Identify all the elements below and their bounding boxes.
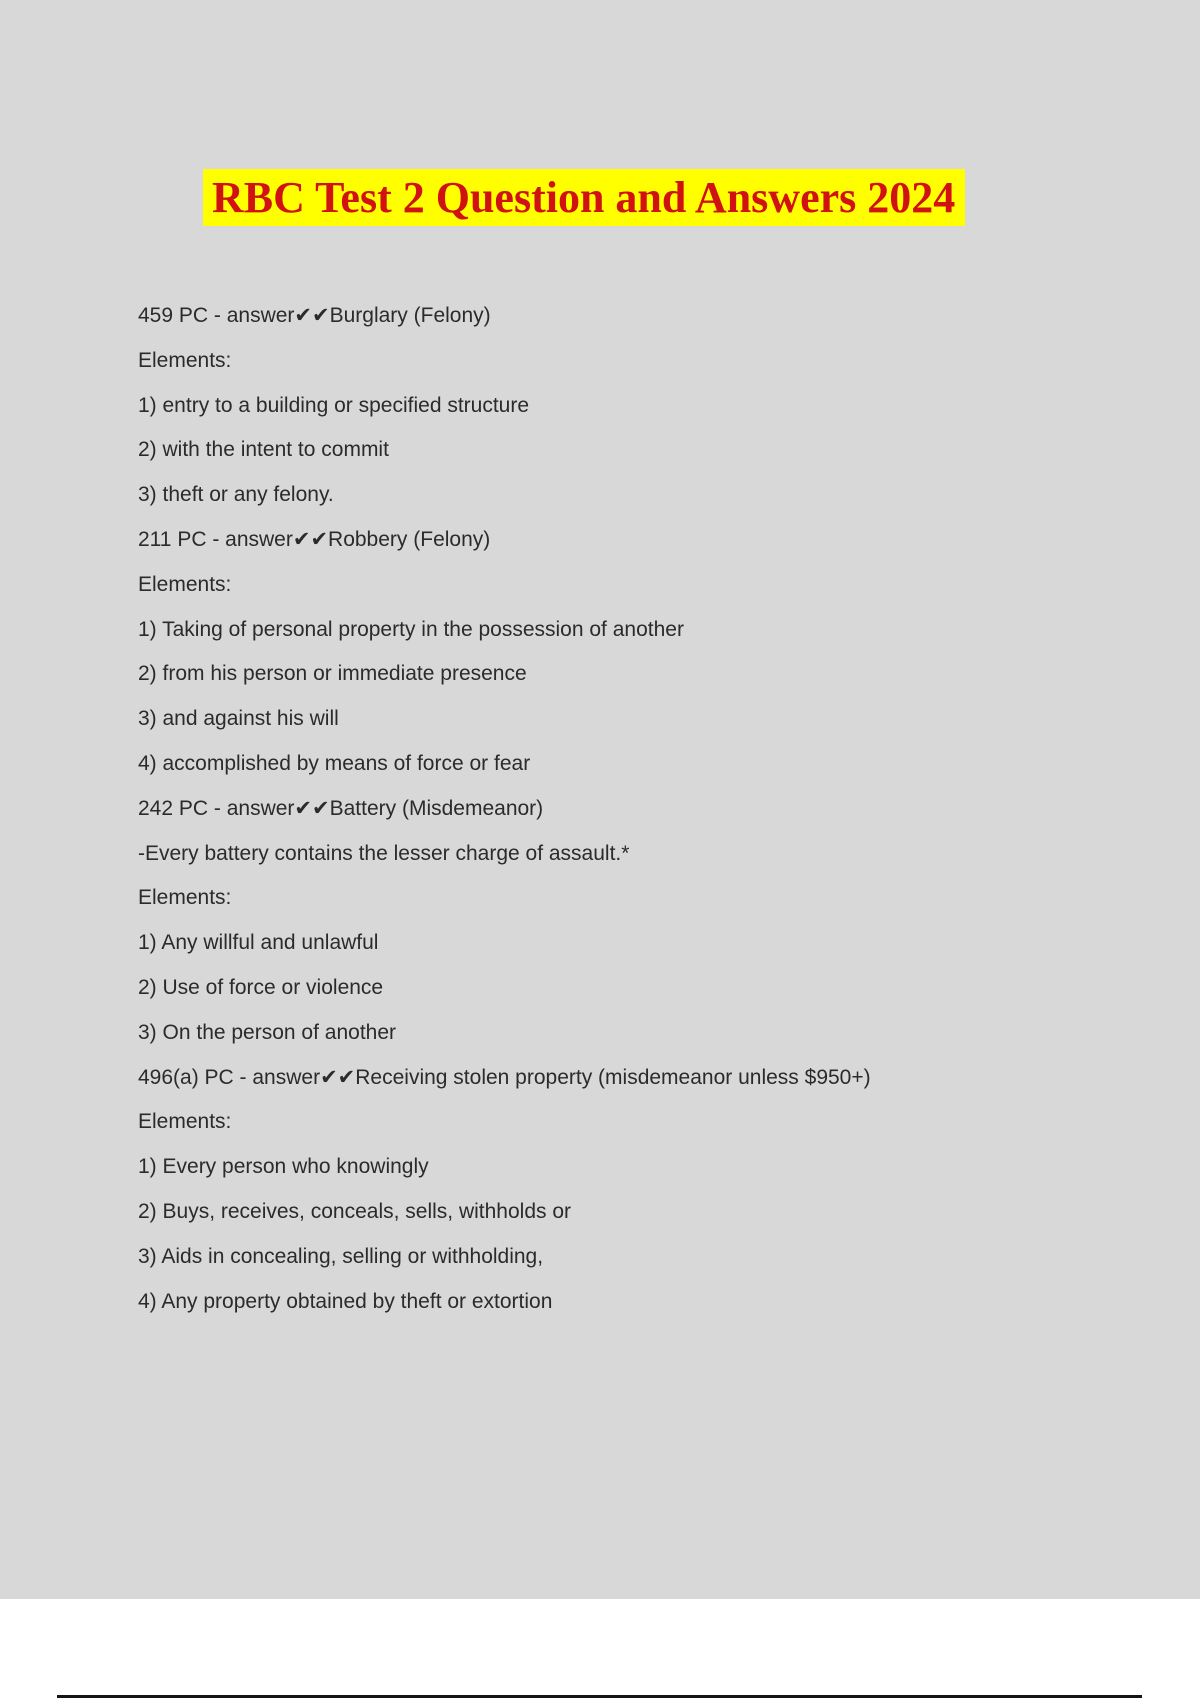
document-line: 2) Buys, receives, conceals, sells, withholds or — [138, 1199, 572, 1223]
document-line: -Every battery contains the lesser charge of assault.* — [138, 841, 630, 865]
page-gap — [0, 1599, 1200, 1700]
document-line: 459 PC - answer✔✔Burglary (Felony) — [138, 304, 491, 327]
document-line: 2) Use of force or violence — [138, 975, 384, 999]
document-line: 3) theft or any felony. — [138, 483, 334, 507]
document-line: Elements: — [138, 572, 232, 596]
document-line: 2) with the intent to commit — [138, 438, 389, 462]
document-body — [138, 302, 1160, 1332]
title-highlight — [203, 169, 965, 226]
document-line: 1) Any willful and unlawful — [138, 931, 379, 955]
document-line: 211 PC - answer✔✔Robbery (Felony) — [138, 527, 491, 551]
document-title: RBC Test 2 Question and Answers 2024 — [212, 173, 956, 222]
document-line: Elements: — [138, 886, 232, 910]
document-line: Elements: — [138, 1110, 232, 1134]
document-line: 3) On the person of another — [138, 1020, 396, 1044]
document-line: 3) Aids in concealing, selling or withholding, — [138, 1244, 544, 1268]
document-line: 3) and against his will — [138, 707, 339, 731]
document-line: 4) Any property obtained by theft or extortion — [138, 1289, 553, 1313]
document-line: 4) accomplished by means of force or fear — [138, 751, 531, 775]
document-line: 2) from his person or immediate presence — [138, 662, 527, 686]
next-page-table-border — [57, 1695, 1142, 1698]
document-line: 1) entry to a building or specified structure — [138, 393, 530, 417]
document-line: 1) Every person who knowingly — [138, 1155, 429, 1179]
document-line: 242 PC - answer✔✔Battery (Misdemeanor) — [138, 796, 544, 820]
document-line: 496(a) PC - answer✔✔Receiving stolen property (misdemeanor unless $950+) — [138, 1065, 871, 1089]
document-line: 1) Taking of personal property in the possession of another — [138, 617, 684, 641]
document-line: Elements: — [138, 348, 232, 372]
